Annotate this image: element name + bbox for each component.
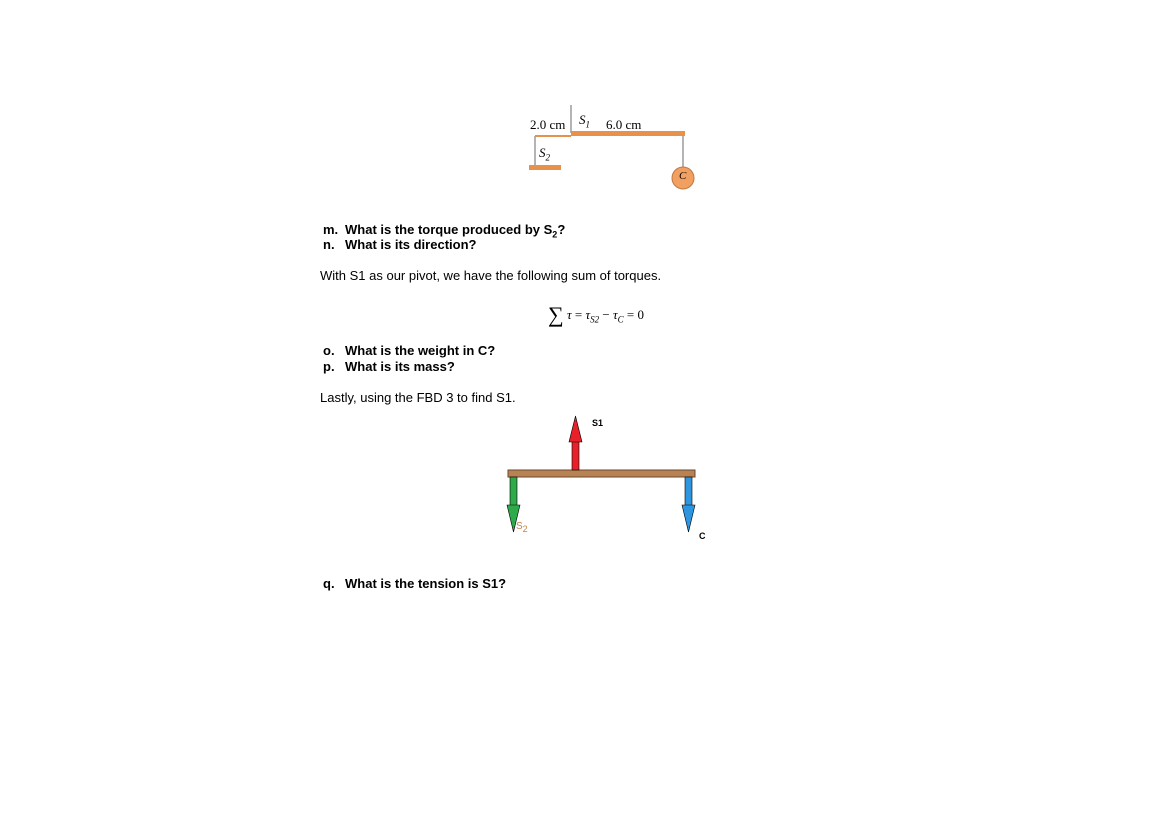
- tau-s2-symbol: τ: [585, 307, 591, 322]
- s1-top-label-main: S: [579, 112, 586, 127]
- dist-right-label: 6.0 cm: [606, 117, 642, 132]
- question-m-suffix: ?: [557, 222, 566, 237]
- question-o: [323, 343, 495, 358]
- tau-s2-sub: S2: [590, 314, 600, 325]
- question-q-text: What is the tension is S1?: [345, 576, 507, 591]
- s2-support: [529, 165, 561, 170]
- paragraph-fbd: Lastly, using the FBD 3 to find S1.: [320, 390, 516, 405]
- fbd-svg: [500, 410, 720, 540]
- s1-top-label-sub: 1: [585, 119, 590, 130]
- question-m-text: What is the torque produced by S: [345, 222, 553, 237]
- tau-c-symbol: τ: [612, 307, 618, 322]
- question-m-sub: 2: [552, 229, 558, 240]
- question-p: [323, 359, 455, 374]
- mass-c-label: C: [679, 170, 687, 182]
- s2-top-label-main: S: [539, 145, 546, 160]
- c-arrow-shaft: [685, 477, 692, 507]
- free-body-diagram: [500, 410, 720, 540]
- equals-2: =: [626, 307, 635, 322]
- tau-symbol: τ: [566, 307, 572, 322]
- question-n: [323, 237, 476, 252]
- s2-arrow-shaft: [510, 477, 517, 507]
- s1-arrow-shaft: [572, 440, 579, 470]
- question-m-label: m.: [323, 222, 339, 237]
- dist-left-label: 2.0 cm: [530, 117, 566, 132]
- paragraph-pivot: With S1 as our pivot, we have the following sum of torques.: [320, 268, 662, 283]
- tau-c-sub: C: [617, 314, 624, 325]
- s2-top-label-sub: 2: [545, 152, 550, 163]
- question-p-label: p.: [323, 359, 335, 374]
- fbd-s1-label: S1: [592, 418, 604, 428]
- fbd-beam: [508, 470, 695, 477]
- question-n-text: What is its direction?: [345, 237, 477, 252]
- fbd-s2-label-sub: 2: [522, 524, 528, 534]
- question-p-text: What is its mass?: [345, 359, 455, 374]
- fbd-s2-label: [516, 521, 528, 534]
- s1-arrow-head: [569, 416, 582, 442]
- s1-top-label: [579, 112, 590, 130]
- question-q-label: q.: [323, 576, 335, 591]
- torque-equation: [548, 302, 644, 328]
- question-o-label: o.: [323, 343, 335, 358]
- minus-sign: −: [602, 307, 610, 322]
- sigma-symbol: ∑: [548, 302, 564, 327]
- question-o-text: What is the weight in C?: [345, 343, 496, 358]
- fbd-c-label: C: [699, 531, 706, 541]
- equals-1: =: [574, 307, 583, 322]
- fbd-s2-label-main: S: [516, 521, 523, 532]
- c-arrow-head: [682, 505, 695, 532]
- question-q: [323, 576, 506, 591]
- question-n-label: n.: [323, 237, 335, 252]
- zero-value: 0: [637, 307, 644, 322]
- s2-top-label: [539, 145, 550, 163]
